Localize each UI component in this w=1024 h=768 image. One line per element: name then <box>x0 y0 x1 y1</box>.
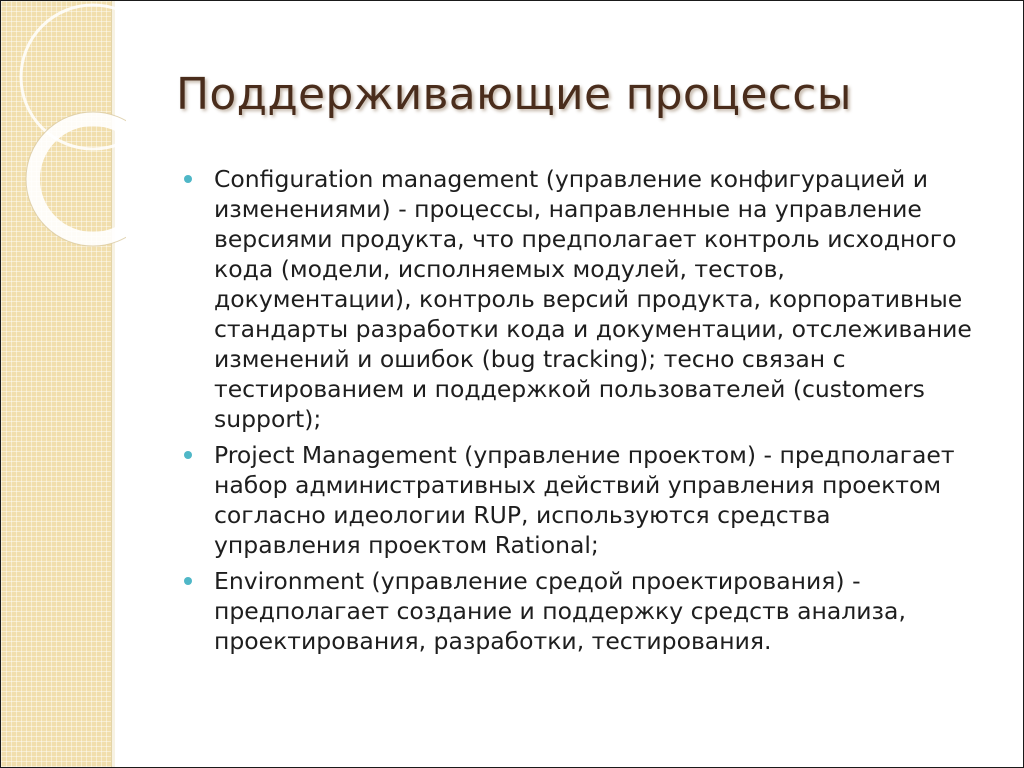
slide-title: Поддерживающие процессы <box>176 69 852 120</box>
bullet-text: Environment (управление средой проектирования) - предполагает создание и поддержку средств анализа, проектирования, разработки, тестирования. <box>214 567 906 655</box>
round-bullet-icon <box>184 175 192 183</box>
bullet-text: Project Management (управление проектом) - предполагает набор административных действий управления проектом согласно идеологии RUP, используются средства управления проектом Rational; <box>214 441 955 559</box>
bullet-item-environment <box>184 566 984 656</box>
decorative-rings-icon <box>1 1 126 301</box>
round-bullet-icon <box>184 577 192 585</box>
bullet-text: Configuration management (управление конфигурацией и изменениями) - процессы, направленные на управление версиями продукта, что предполагает контроль исходного кода (модели, исполняемых модулей, тестов, документации), контроль версий продукта, корпоративные стандарты разработки кода и документации, отслеживание изменений и ошибок (bug tracking); тесно связан с тестированием и поддержкой пользователей (customers support); <box>214 165 972 433</box>
bullet-list <box>184 164 984 662</box>
round-bullet-icon <box>184 451 192 459</box>
ring-small-outline <box>26 112 126 246</box>
ring-small <box>33 119 126 239</box>
bullet-item-configuration-management <box>184 164 984 434</box>
bullet-item-project-management <box>184 440 984 560</box>
